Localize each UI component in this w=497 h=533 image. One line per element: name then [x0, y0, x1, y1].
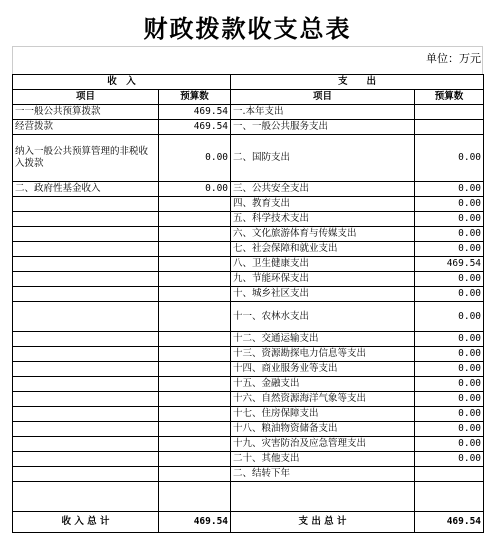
expense-item-cell[interactable]: 二、结转下年	[231, 467, 415, 482]
income-item-cell[interactable]	[13, 362, 159, 377]
income-item-cell[interactable]	[13, 242, 159, 257]
income-value-cell[interactable]	[159, 197, 231, 212]
income-total-value: 469.54	[159, 512, 231, 533]
totals-row	[13, 512, 484, 533]
income-value-cell[interactable]: 0.00	[159, 182, 231, 197]
income-item-cell[interactable]	[13, 482, 159, 512]
expense-value-cell[interactable]: 0.00	[415, 182, 484, 197]
table-row	[13, 467, 484, 482]
income-value-cell[interactable]	[159, 257, 231, 272]
table-row	[13, 422, 484, 437]
expense-item-cell[interactable]: 一.本年支出	[231, 105, 415, 120]
column-header-row	[13, 90, 484, 105]
expense-value-cell[interactable]: 0.00	[415, 377, 484, 392]
expense-item-cell[interactable]: 十二、交通运输支出	[231, 332, 415, 347]
spreadsheet	[12, 11, 483, 525]
income-value-cell[interactable]	[159, 227, 231, 242]
income-item-cell[interactable]	[13, 197, 159, 212]
table-row	[13, 377, 484, 392]
expense-item-cell[interactable]: 十一、农林水支出	[231, 302, 415, 332]
table-row	[13, 182, 484, 197]
income-value-cell[interactable]	[159, 287, 231, 302]
income-value-cell[interactable]	[159, 347, 231, 362]
expense-item-cell[interactable]: 七、社会保障和就业支出	[231, 242, 415, 257]
income-item-cell[interactable]	[13, 272, 159, 287]
expense-value-cell[interactable]: 0.00	[415, 347, 484, 362]
income-item-cell[interactable]	[13, 437, 159, 452]
income-value-cell[interactable]	[159, 362, 231, 377]
table-row	[13, 272, 484, 287]
expense-item-cell[interactable]: 九、节能环保支出	[231, 272, 415, 287]
income-value-cell[interactable]	[159, 482, 231, 512]
income-item-cell[interactable]	[13, 227, 159, 242]
income-header: 收 入	[13, 75, 231, 90]
expense-value-cell[interactable]	[415, 105, 484, 120]
expense-item-cell[interactable]: 十八、粮油物资储备支出	[231, 422, 415, 437]
expense-value-cell[interactable]: 0.00	[415, 135, 484, 182]
income-item-cell[interactable]	[13, 347, 159, 362]
expense-item-cell[interactable]: 六、文化旅游体育与传媒支出	[231, 227, 415, 242]
income-value-cell[interactable]	[159, 437, 231, 452]
table-row	[13, 392, 484, 407]
expense-item-cell[interactable]: 四、教育支出	[231, 197, 415, 212]
income-value-cell[interactable]	[159, 302, 231, 332]
table-row	[13, 120, 484, 135]
table-row	[13, 287, 484, 302]
expense-item-cell[interactable]	[231, 482, 415, 512]
expense-budget-header: 预算数	[415, 90, 484, 105]
income-item-cell[interactable]	[13, 467, 159, 482]
income-value-cell[interactable]	[159, 377, 231, 392]
expense-value-cell[interactable]: 0.00	[415, 332, 484, 347]
table-row	[13, 452, 484, 467]
table-row	[13, 135, 484, 182]
income-value-cell[interactable]: 469.54	[159, 120, 231, 135]
expense-value-cell[interactable]	[415, 120, 484, 135]
income-item-cell[interactable]	[13, 332, 159, 347]
expense-item-cell[interactable]: 五、科学技术支出	[231, 212, 415, 227]
table-row	[13, 362, 484, 377]
income-item-cell[interactable]	[13, 407, 159, 422]
expense-value-cell[interactable]: 0.00	[415, 407, 484, 422]
income-value-cell[interactable]: 469.54	[159, 105, 231, 120]
income-value-cell[interactable]	[159, 212, 231, 227]
expense-value-cell[interactable]: 0.00	[415, 392, 484, 407]
expense-value-cell[interactable]	[415, 482, 484, 512]
sheet-grid	[12, 46, 483, 74]
expense-item-header: 项目	[231, 90, 415, 105]
table-row	[13, 332, 484, 347]
table-row	[13, 242, 484, 257]
table-row	[13, 407, 484, 422]
expense-item-cell[interactable]: 十五、金融支出	[231, 377, 415, 392]
expense-item-cell[interactable]: 三、公共安全支出	[231, 182, 415, 197]
income-value-cell[interactable]	[159, 392, 231, 407]
expense-item-cell[interactable]: 十七、住房保障支出	[231, 407, 415, 422]
income-total-label: 收 入 总 计	[13, 512, 159, 533]
expense-value-cell[interactable]	[415, 467, 484, 482]
income-value-cell[interactable]	[159, 467, 231, 482]
income-budget-header: 预算数	[159, 90, 231, 105]
page-title: 财政拨款收支总表	[143, 14, 352, 43]
income-item-cell[interactable]: 纳入一般公共预算管理的非税收入拨款	[13, 135, 159, 182]
unit-label: 单位：万元	[426, 52, 481, 65]
income-item-cell[interactable]: 一一般公共预算拨款	[13, 105, 159, 120]
income-item-cell[interactable]	[13, 422, 159, 437]
expense-item-cell[interactable]: 十三、资源勘探电力信息等支出	[231, 347, 415, 362]
income-item-cell[interactable]	[13, 287, 159, 302]
expense-header: 支 出	[231, 75, 484, 90]
income-value-cell[interactable]	[159, 242, 231, 257]
income-value-cell[interactable]	[159, 272, 231, 287]
table-row	[13, 257, 484, 272]
expense-value-cell[interactable]: 0.00	[415, 452, 484, 467]
expense-value-cell[interactable]: 0.00	[415, 227, 484, 242]
expense-value-cell[interactable]: 0.00	[415, 362, 484, 377]
income-value-cell[interactable]	[159, 332, 231, 347]
table-row	[13, 227, 484, 242]
section-header-row	[13, 75, 484, 90]
expense-item-cell[interactable]: 八、卫生健康支出	[231, 257, 415, 272]
expense-item-cell[interactable]: 二十、其他支出	[231, 452, 415, 467]
income-item-cell[interactable]	[13, 377, 159, 392]
table-row	[13, 197, 484, 212]
table-row	[13, 437, 484, 452]
expense-value-cell[interactable]: 0.00	[415, 287, 484, 302]
expense-item-cell[interactable]: 十、城乡社区支出	[231, 287, 415, 302]
expense-value-cell[interactable]: 0.00	[415, 437, 484, 452]
table-row	[13, 302, 484, 332]
expense-item-cell[interactable]: 一、一般公共服务支出	[231, 120, 415, 135]
expense-value-cell[interactable]: 0.00	[415, 272, 484, 287]
table-row	[13, 212, 484, 227]
expense-total-label: 支 出 总 计	[231, 512, 415, 533]
expense-item-cell[interactable]: 二、国防支出	[231, 135, 415, 182]
expense-value-cell[interactable]: 0.00	[415, 422, 484, 437]
table-row	[13, 105, 484, 120]
income-item-cell[interactable]	[13, 257, 159, 272]
income-item-cell[interactable]	[13, 452, 159, 467]
table-row	[13, 482, 484, 512]
income-item-cell[interactable]	[13, 392, 159, 407]
income-item-cell[interactable]	[13, 302, 159, 332]
expense-value-cell[interactable]: 469.54	[415, 257, 484, 272]
expense-item-cell[interactable]: 十九、灾害防治及应急管理支出	[231, 437, 415, 452]
income-item-cell[interactable]: 经营拨款	[13, 120, 159, 135]
budget-table	[12, 74, 484, 533]
expense-total-value: 469.54	[415, 512, 484, 533]
expense-item-cell[interactable]: 十六、自然资源海洋气象等支出	[231, 392, 415, 407]
income-value-cell[interactable]: 0.00	[159, 135, 231, 182]
expense-value-cell[interactable]: 0.00	[415, 302, 484, 332]
income-value-cell[interactable]	[159, 422, 231, 437]
income-item-header: 项目	[13, 90, 159, 105]
expense-value-cell[interactable]: 0.00	[415, 212, 484, 227]
income-value-cell[interactable]	[159, 452, 231, 467]
income-value-cell[interactable]	[159, 407, 231, 422]
expense-value-cell[interactable]: 0.00	[415, 197, 484, 212]
expense-item-cell[interactable]: 十四、商业服务业等支出	[231, 362, 415, 377]
table-row	[13, 347, 484, 362]
income-item-cell[interactable]	[13, 212, 159, 227]
expense-value-cell[interactable]: 0.00	[415, 242, 484, 257]
income-item-cell[interactable]: 二、政府性基金收入	[13, 182, 159, 197]
